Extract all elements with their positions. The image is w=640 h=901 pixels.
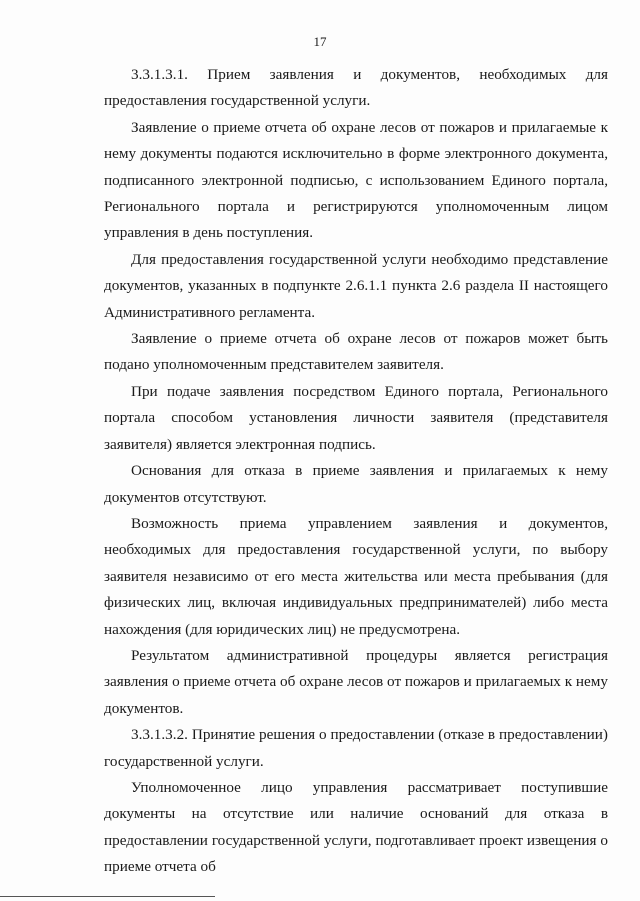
paragraph-identity-verification: При подаче заявления посредством Единого портала, Регионального портала способом установления личности заявителя (представителя заявителя) является электронная подпись. [104, 382, 608, 453]
paragraph-document-review: Уполномоченное лицо управления рассматривает поступившие документы на отсутствие или наличие оснований для отказа в предоставлении государственной услуги, подготавливает проект извещения о приеме отчета об [104, 778, 608, 876]
paragraph-extraterritorial-acceptance: Возможность приема управлением заявления и документов, необходимых для предоставления государственной услуги, по выбору заявителя независимо от его места жительства или места пребывания (для физических лиц, включая индивидуальных предпринимателей) либо места нахождения (для юридических лиц) не предусмотрена. [104, 514, 608, 638]
paragraph-refusal-grounds: Основания для отказа в приеме заявления и прилагаемых к нему документов отсутствуют. [104, 462, 608, 506]
paragraph-procedure-result: Результатом административной процедуры является регистрация заявления о приеме отчета об охране лесов от пожаров и прилагаемых к нему документов. [104, 646, 608, 717]
page-number: 17 [313, 34, 327, 49]
document-body [104, 62, 608, 881]
footnote-separator-line [0, 896, 215, 897]
paragraph-authorized-representative: Заявление о приеме отчета об охране лесов от пожаров может быть подано уполномоченным представителем заявителя. [104, 330, 608, 374]
paragraph-required-documents: Для предоставления государственной услуги необходимо представление документов, указанных в подпункте 2.6.1.1 пункта 2.6 раздела II настоящего Административного регламента. [104, 250, 608, 321]
paragraph-3-3-1-3-2-heading: 3.3.1.3.2. Принятие решения о предоставлении (отказе в предоставлении) государственной услуги. [104, 726, 608, 770]
paragraph-application-submission: Заявление о приеме отчета об охране лесов от пожаров и прилагаемые к нему документы подаются исключительно в форме электронного документа, подписанного электронной подписью, с использованием Единого портала, Регионального портала и регистрируются уполномоченным лицом управления в день поступления. [104, 118, 608, 242]
paragraph-3-3-1-3-1-heading: 3.3.1.3.1. Прием заявления и документов, необходимых для предоставления государственной услуги. [104, 66, 608, 110]
